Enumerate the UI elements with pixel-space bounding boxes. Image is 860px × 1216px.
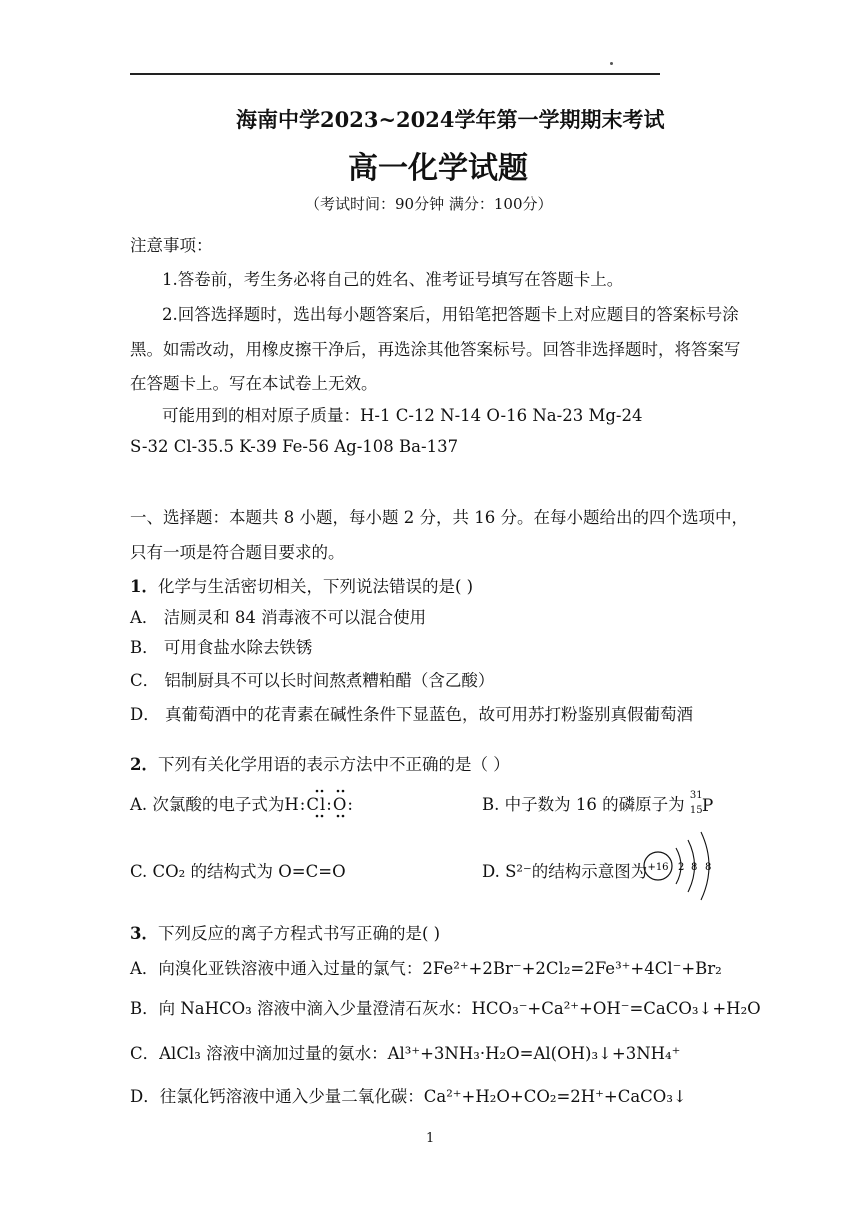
exam-title: 海南中学2023~2024学年第一学期期末考试 xyxy=(236,107,665,132)
question-1-option-c: C． 铝制厨具不可以长时间熬煮糟粕醋（含乙酸） xyxy=(130,671,495,690)
question-1-number: 1． xyxy=(130,577,158,596)
section-1-line-2: 只有一项是符合题目要求的。 xyxy=(130,543,345,562)
question-1-option-b: B． 可用食盐水除去铁锈 xyxy=(130,638,313,657)
notice-item-2-line-1: 2.回答选择题时，选出每小题答案后，用铅笔把答题卡上对应题目的答案标号涂 xyxy=(162,305,739,324)
notice-item-2-line-3: 在答题卡上。写在本试卷上无效。 xyxy=(130,374,378,393)
shell-electrons-2: 8 xyxy=(691,862,698,873)
shell-electrons-3: 8 xyxy=(705,862,712,873)
sulfide-ion-structure-diagram xyxy=(640,826,720,906)
question-2-number: 2． xyxy=(130,755,158,774)
electron-dots xyxy=(297,788,357,822)
question-2-option-c: C. CO₂ 的结构式为 O=C=O xyxy=(130,862,346,881)
question-1-text: 化学与生活密切相关，下列说法错误的是( ) xyxy=(157,577,474,596)
shell-electrons-1: 2 xyxy=(678,862,685,873)
question-2-option-a-text: A. 次氯酸的电子式为 xyxy=(130,795,285,814)
question-2-option-b-text: B. 中子数为 16 的磷原子为 xyxy=(482,795,685,814)
subject-title: 高一化学试题 xyxy=(348,151,528,186)
question-3-text: 下列反应的离子方程式书写正确的是( ) xyxy=(157,924,441,943)
notice-item-1: 1.答卷前，考生务必将自己的姓名、准考证号填写在答题卡上。 xyxy=(162,270,624,289)
question-2-option-d: D. S²⁻的结构示意图为 xyxy=(482,862,648,881)
question-3-option-c: C．AlCl₃ 溶液中滴加过量的氨水：Al³⁺+3NH₃·H₂O=Al(OH)₃↓+3NH₄⁺ xyxy=(130,1044,681,1063)
question-1-option-a: A． 洁厕灵和 84 消毒液不可以混合使用 xyxy=(130,608,427,627)
phosphorus-nuclide xyxy=(689,789,718,816)
exam-info: （考试时间：90分钟 满分：100分） xyxy=(305,195,553,213)
question-2-stem xyxy=(130,751,510,775)
question-3-option-a: A．向溴化亚铁溶液中通入过量的氯气：2Fe²⁺+2Br⁻+2Cl₂=2Fe³⁺+4Cl⁻+Br₂ xyxy=(130,959,722,978)
header-dot xyxy=(610,62,613,65)
section-1-line-1: 一、选择题：本题共 8 小题，每小题 2 分，共 16 分。在每小题给出的四个选项中， xyxy=(130,508,748,527)
question-1-stem xyxy=(130,573,473,597)
atomic-masses-line-2: S-32 Cl-35.5 K-39 Fe-56 Ag-108 Ba-137 xyxy=(130,437,459,456)
nucleus-charge: +16 xyxy=(647,862,669,873)
atomic-masses-line-1: 可能用到的相对原子质量：H-1 C-12 N-14 O-16 Na-23 Mg-24 xyxy=(162,406,643,425)
question-2-option-b xyxy=(482,791,718,816)
nuclide-mass-number: 31 xyxy=(689,789,703,801)
nuclide-symbol: P xyxy=(701,795,714,816)
header-rule xyxy=(130,73,660,75)
page-number: 1 xyxy=(426,1131,435,1146)
question-3-option-d: D．往氯化钙溶液中通入少量二氧化碳：Ca²⁺+H₂O+CO₂=2H⁺+CaCO₃↓ xyxy=(130,1087,687,1106)
nuclide-atomic-number: 15 xyxy=(689,804,703,816)
notice-item-2-line-2: 黑。如需改动，用橡皮擦干净后，再选涂其他答案标号。回答非选择题时，将答案写 xyxy=(130,340,741,359)
hclo-electron-formula: H:Cl:O: xyxy=(284,795,354,814)
question-2-text: 下列有关化学用语的表示方法中不正确的是（ ） xyxy=(157,755,510,774)
question-1-option-d: D． 真葡萄酒中的花青素在碱性条件下显蓝色，故可用苏打粉鉴别真假葡萄酒 xyxy=(130,705,693,724)
question-3-option-b: B．向 NaHCO₃ 溶液中滴入少量澄清石灰水：HCO₃⁻+Ca²⁺+OH⁻=CaCO₃↓+H₂O xyxy=(130,999,761,1018)
question-3-number: 3． xyxy=(130,924,158,943)
question-3-stem xyxy=(130,920,440,944)
notice-heading: 注意事项： xyxy=(130,236,213,255)
